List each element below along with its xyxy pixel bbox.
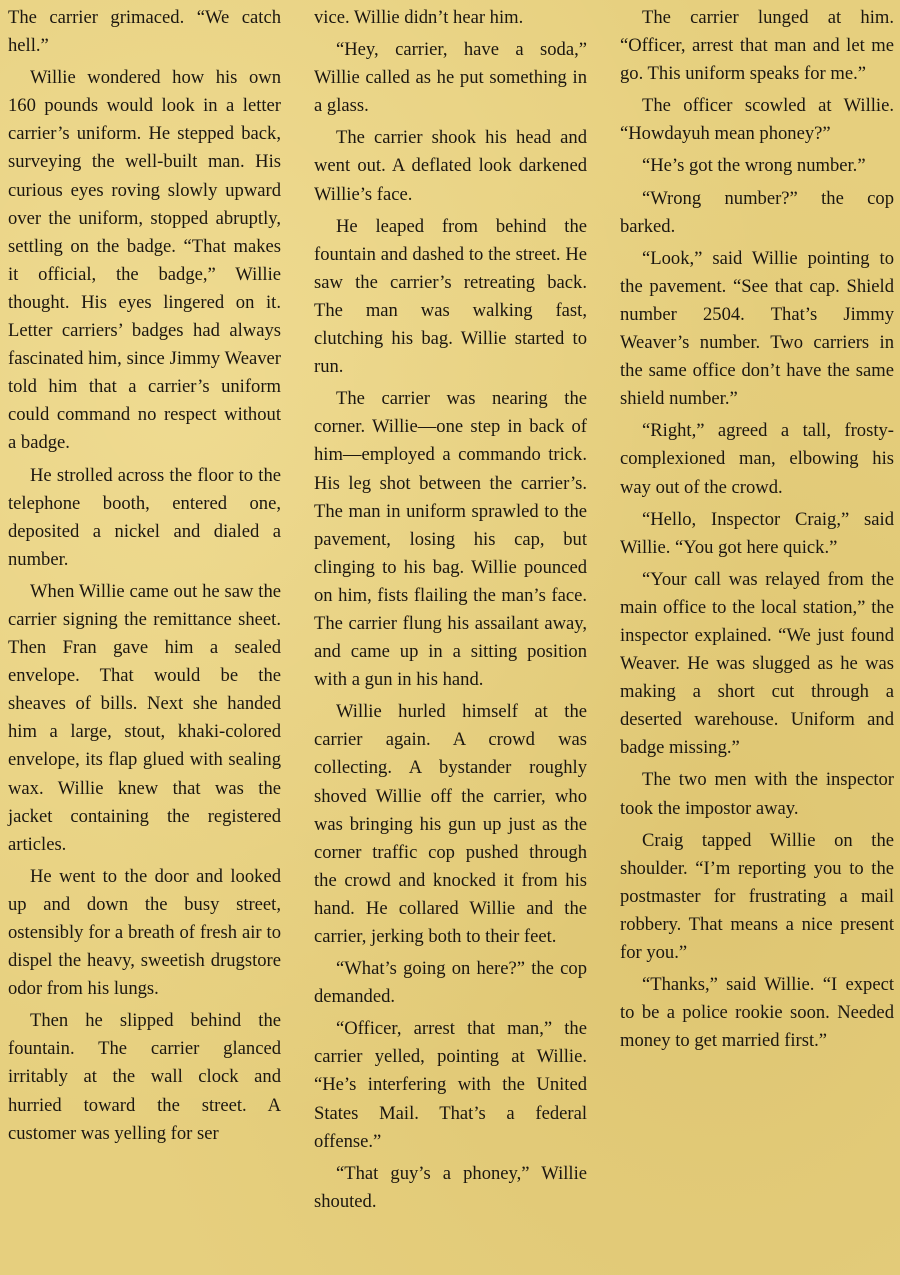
paragraph: “Wrong number?” the cop barked.: [620, 187, 894, 237]
paragraph: The carrier was nearing the corner. Willie—one step in back of him—employed a commando trick. His leg shot between the carrier’s. The man in uniform sprawled to the pavement, losing his cap, but clinging to his bag. Willie pounced on him, fists flailing the man’s face. The carrier flung his assailant away, and came up in a sitting position with a gun in his hand.: [314, 388, 587, 691]
paragraph: The officer scowled at Willie. “Howdayuh mean phoney?”: [620, 95, 894, 145]
paragraph: Then he slipped behind the fountain. The carrier glanced irritably at the wall clock and hurried toward the street. A customer was yelling for ser: [8, 1010, 281, 1144]
paragraph: “That guy’s a phoney,” Willie shouted.: [314, 1162, 587, 1212]
paragraph: “Thanks,” said Willie. “I expect to be a police rookie soon. Needed money to get married first.”: [620, 974, 894, 1052]
text-column-2: [314, 4, 587, 1220]
paragraph: “What’s going on here?” the cop demanded.: [314, 958, 587, 1008]
paragraph: The two men with the inspector took the impostor away.: [620, 769, 894, 819]
paragraph: When Willie came out he saw the carrier signing the remittance sheet. Then Fran gave him a sealed envelope. That would be the sheaves of bills. Next she handed him a large, stout, khaki-colored envelope, its flap glued with sealing wax. Willie knew that was the jacket containing the registered articles.: [8, 580, 281, 855]
paragraph: “Hello, Inspector Craig,” said Willie. “You got here quick.”: [620, 508, 894, 558]
paragraph: Craig tapped Willie on the shoulder. “I’m reporting you to the postmaster for frustrating a mail robbery. That means a nice present for you.”: [620, 829, 894, 963]
text-column-1: [8, 4, 281, 1152]
paragraph: “Right,” agreed a tall, frosty-complexioned man, elbowing his way out of the crowd.: [620, 420, 894, 498]
paragraph: The carrier lunged at him. “Officer, arrest that man and let me go. This uniform speaks for me.”: [620, 7, 894, 85]
paragraph: “Look,” said Willie pointing to the pavement. “See that cap. Shield number 2504. That’s Jimmy Weaver’s number. Two carriers in the same office don’t have the same shield number.”: [620, 247, 894, 410]
paragraph: He leaped from behind the fountain and dashed to the street. He saw the carrier’s retreating back. The man was walking fast, clutching his bag. Willie started to run.: [314, 215, 587, 378]
paragraph: vice. Willie didn’t hear him.: [314, 7, 524, 28]
paragraph: He strolled across the floor to the telephone booth, entered one, deposited a nickel and dialed a number.: [8, 464, 281, 570]
paragraph: He went to the door and looked up and down the busy street, ostensibly for a breath of fresh air to dispel the heavy, sweetish drugstore odor from his lungs.: [8, 865, 281, 1000]
paragraph: The carrier grimaced. “We catch hell.”: [8, 7, 281, 57]
text-column-3: [620, 4, 894, 1059]
paragraph: Willie hurled himself at the carrier again. A crowd was collecting. A bystander roughly shoved Willie off the carrier, who was bringing his gun up just as the corner traffic cop pushed through the crowd and knocked it from his hand. He collared Willie and the carrier, jerking both to their feet.: [314, 701, 587, 947]
paragraph: The carrier shook his head and went out. A deflated look darkened Willie’s face.: [314, 127, 587, 205]
paragraph: Willie wondered how his own 160 pounds would look in a letter carrier’s uniform. He stepped back, surveying the well-built man. His curious eyes roving slowly upward over the uniform, stopped abruptly, settling on the badge. “That makes it official, the badge,” Willie thought. His eyes lingered on it. Letter carriers’ badges had always fascinated him, since Jimmy Weaver told him that a carrier’s uniform could command no respect without a badge.: [8, 67, 281, 454]
paragraph: “Officer, arrest that man,” the carrier yelled, pointing at Willie. “He’s interfering with the United States Mail. That’s a federal offense.”: [314, 1018, 587, 1152]
paragraph: “Hey, carrier, have a soda,” Willie called as he put something in a glass.: [314, 39, 587, 117]
paragraph: “He’s got the wrong number.”: [642, 155, 866, 177]
paragraph: “Your call was relayed from the main office to the local station,” the inspector explained. “We just found Weaver. He was slugged as he was making a short cut through a deserted warehouse. Uniform and badge missing.”: [620, 568, 894, 759]
